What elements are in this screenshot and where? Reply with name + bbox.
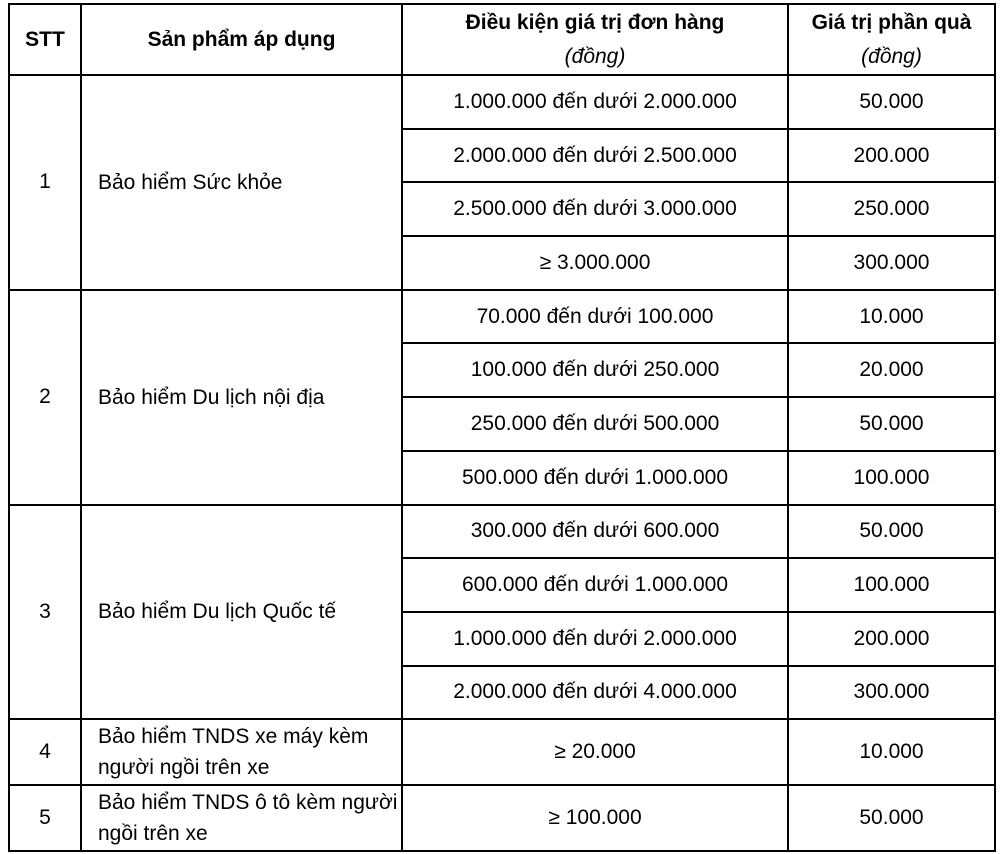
condition-cell: 500.000 đến dưới 1.000.000 <box>402 451 788 505</box>
header-stt: STT <box>9 4 81 75</box>
product-cell: Bảo hiểm TNDS xe máy kèm người ngồi trên xe <box>81 719 402 785</box>
table-row <box>9 75 995 129</box>
condition-cell: 1.000.000 đến dưới 2.000.000 <box>402 75 788 129</box>
product-cell: Bảo hiểm Sức khỏe <box>81 75 402 290</box>
gift-cell: 10.000 <box>788 719 995 785</box>
table-row <box>9 290 995 344</box>
header-gift-unit: (đồng) <box>861 44 922 68</box>
stt-cell: 2 <box>9 290 81 505</box>
product-cell: Bảo hiểm Du lịch nội địa <box>81 290 402 505</box>
header-condition <box>402 4 788 75</box>
product-cell: Bảo hiểm Du lịch Quốc tế <box>81 505 402 720</box>
header-product: Sản phẩm áp dụng <box>81 4 402 75</box>
condition-cell: ≥ 100.000 <box>402 785 788 851</box>
gift-cell: 20.000 <box>788 343 995 397</box>
gift-cell: 50.000 <box>788 505 995 559</box>
gift-cell: 250.000 <box>788 182 995 236</box>
stt-cell: 3 <box>9 505 81 720</box>
gift-cell: 100.000 <box>788 558 995 612</box>
header-gift <box>788 4 995 75</box>
condition-cell: 2.000.000 đến dưới 4.000.000 <box>402 666 788 720</box>
gift-cell: 100.000 <box>788 451 995 505</box>
condition-cell: 70.000 đến dưới 100.000 <box>402 290 788 344</box>
gift-cell: 10.000 <box>788 290 995 344</box>
table-row <box>9 785 995 851</box>
gift-cell: 200.000 <box>788 612 995 666</box>
table-row <box>9 719 995 785</box>
gift-value-table <box>8 3 996 852</box>
gift-cell: 50.000 <box>788 785 995 851</box>
table-row <box>9 505 995 559</box>
condition-cell: 1.000.000 đến dưới 2.000.000 <box>402 612 788 666</box>
gift-cell: 50.000 <box>788 397 995 451</box>
condition-cell: 600.000 đến dưới 1.000.000 <box>402 558 788 612</box>
gift-cell: 300.000 <box>788 666 995 720</box>
gift-cell: 200.000 <box>788 129 995 183</box>
stt-cell: 1 <box>9 75 81 290</box>
condition-cell: 100.000 đến dưới 250.000 <box>402 343 788 397</box>
condition-cell: ≥ 20.000 <box>402 719 788 785</box>
gift-cell: 50.000 <box>788 75 995 129</box>
stt-cell: 5 <box>9 785 81 851</box>
header-condition-unit: (đồng) <box>564 44 626 68</box>
condition-cell: ≥ 3.000.000 <box>402 236 788 290</box>
table-header-row <box>9 4 995 75</box>
condition-cell: 250.000 đến dưới 500.000 <box>402 397 788 451</box>
header-condition-label: Điều kiện giá trị đơn hàng <box>465 10 725 34</box>
condition-cell: 2.000.000 đến dưới 2.500.000 <box>402 129 788 183</box>
header-gift-label: Giá trị phần quà <box>811 10 972 34</box>
gift-cell: 300.000 <box>788 236 995 290</box>
product-cell: Bảo hiểm TNDS ô tô kèm người ngồi trên xe <box>81 785 402 851</box>
condition-cell: 2.500.000 đến dưới 3.000.000 <box>402 182 788 236</box>
stt-cell: 4 <box>9 719 81 785</box>
condition-cell: 300.000 đến dưới 600.000 <box>402 505 788 559</box>
